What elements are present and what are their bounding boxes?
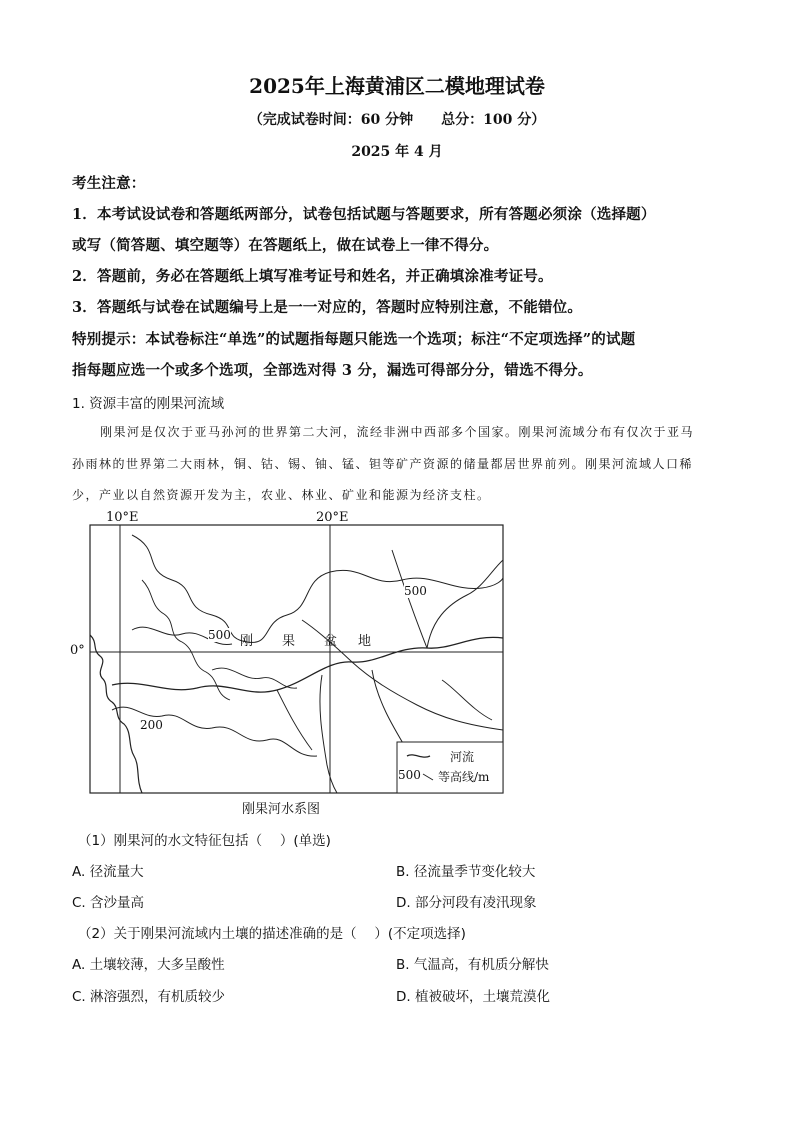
- contour-label: 200: [140, 718, 163, 732]
- option-1c[interactable]: C. 含沙量高: [72, 895, 145, 911]
- basin-label-char: 果: [282, 634, 296, 649]
- map-caption: 刚果河水系图: [242, 802, 321, 817]
- special-note: 指每题应选一个或多个选项，全部选对得 3 分，漏选可得部分分，错选不得分。: [72, 362, 593, 379]
- option-1b[interactable]: B. 径流量季节变化较大: [396, 864, 536, 880]
- basin-label-char: 地: [358, 634, 372, 649]
- congo-river-map: [72, 510, 512, 805]
- question-heading: 1. 资源丰富的刚果河流域: [72, 396, 225, 412]
- sub-question-2: （2）关于刚果河流域内土壤的描述准确的是（ ）(不定项选择): [78, 926, 466, 942]
- option-2d[interactable]: D. 植被破坏，土壤荒漠化: [396, 989, 550, 1005]
- notice-item: 或写（简答题、填空题等）在答题纸上，做在试卷上一律不得分。: [72, 237, 499, 254]
- sub-question-1: （1）刚果河的水文特征包括（ ）(单选): [78, 833, 331, 849]
- question-paragraph: 少，产业以自然资源开发为主，农业、林业、矿业和能源为经济支柱。: [72, 488, 491, 502]
- question-paragraph: 刚果河是仅次于亚马孙河的世界第二大河，流经非洲中西部多个国家。刚果河流域分布有仅次于亚马: [100, 425, 695, 439]
- page-title: 2025年上海黄浦区二模地理试卷: [249, 74, 545, 98]
- exam-date: 2025 年 4 月: [351, 144, 443, 160]
- main-river: [112, 637, 503, 692]
- legend-river-label: 河流: [450, 750, 475, 764]
- basin-label-char: 盆: [324, 634, 338, 649]
- option-2c[interactable]: C. 淋溶强烈，有机质较少: [72, 989, 226, 1005]
- option-1d[interactable]: D. 部分河段有凌汛现象: [396, 895, 537, 911]
- special-note: 特别提示：本试卷标注“单选”的试题指每题只能选一个选项；标注“不定项选择”的试题: [72, 331, 636, 348]
- lon-label-10e: 10°E: [106, 510, 139, 525]
- option-1a[interactable]: A. 径流量大: [72, 864, 144, 880]
- contour-label: 500: [404, 584, 427, 598]
- contour-label: 500: [208, 628, 231, 642]
- legend-contour-value: 500: [398, 768, 421, 782]
- lon-label-20e: 20°E: [316, 510, 349, 525]
- river-tributary: [442, 680, 492, 720]
- river-tributary: [352, 662, 503, 730]
- notice-item: 2．答题前，务必在答题纸上填写准考证号和姓名，并正确填涂准考证号。: [72, 268, 553, 285]
- notice-item: 1．本考试设试卷和答题纸两部分，试卷包括试题与答题要求，所有答题必须涂（选择题）: [72, 206, 656, 223]
- option-2a[interactable]: A. 土壤较薄，大多呈酸性: [72, 957, 225, 973]
- exam-info: （完成试卷时间：60 分钟 总分：100 分）: [248, 112, 546, 128]
- contour-inner: [212, 668, 297, 688]
- legend-contour-label: 等高线/m: [438, 770, 490, 784]
- river-tributary: [320, 675, 337, 793]
- basin-label-char: 刚: [240, 634, 254, 649]
- river-tributary: [392, 550, 427, 648]
- river-tributary: [427, 560, 503, 648]
- lat-label-equator: 0°: [70, 643, 85, 658]
- coastline: [90, 635, 142, 793]
- notice-heading: 考生注意：: [72, 175, 146, 192]
- question-paragraph: 孙雨林的世界第二大雨林，铜、钴、锡、铀、锰、钽等矿产资源的储量都居世界前列。刚果河流域人口稀: [72, 457, 694, 471]
- map-svg: [72, 510, 512, 805]
- option-2b[interactable]: B. 气温高，有机质分解快: [396, 957, 549, 973]
- contour-500-north: [132, 535, 503, 642]
- notice-item: 3．答题纸与试卷在试题编号上是一一对应的，答题时应特别注意，不能错位。: [72, 299, 583, 316]
